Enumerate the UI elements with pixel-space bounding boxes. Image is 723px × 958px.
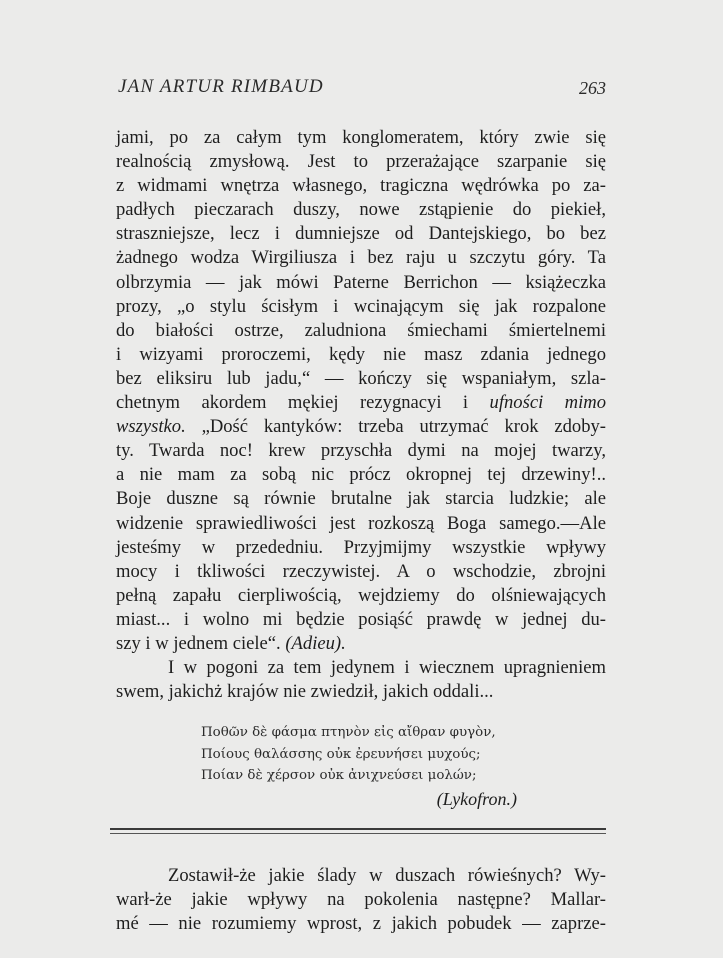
text-line: padłych pieczarach duszy, nowe zstąpienie do piekieł, [116,199,606,221]
section-divider [110,828,606,836]
divider-rule-top [110,828,606,830]
verse-line: Ποίους θαλάσσης οὐκ ἐρευνήσει μυχούς; [201,746,481,762]
text-line: z widmami wnętrza własnego, tragiczna wędrówka po za- [116,175,606,197]
running-title: JAN ARTUR RIMBAUD [118,76,324,97]
verse-line: Ποθῶν δὲ φάσμα πτηνὸν εἰς αἴθραν φυγὸν, [201,725,496,741]
paragraph-closing-line [116,632,606,656]
text-line: jesteśmy w przededniu. Przyjmijmy wszystkie wpływy [116,536,606,558]
text-line-with-italic [116,415,606,439]
running-header [116,74,606,104]
paragraph-last-line: swem, jakichż krajów nie zwiedził, jakich oddali... [116,681,494,703]
text-plain: chetnym akordem mękiej rezygnacyi i [116,392,469,414]
text-italic: ufności mimo [489,392,606,414]
divider-rule-bottom [110,833,606,835]
paragraph-first-line: Zostawił-że jakie ślady w duszach rówieśnych? Wy- [168,864,606,886]
text-line: miast... i wolno mi będzie posiąść prawdę w jednej du- [116,608,606,630]
text-line: Boje duszne są równie brutalne jak starcia ludzkie; ale [116,488,606,510]
text-line: a nie mam za sobą nic prócz okropnej tej drzewiny!.. [116,464,606,486]
greek-verse-quotation [201,722,517,810]
text-line: olbrzymia — jak mówi Paterne Berrichon — książeczka [116,271,606,293]
text-plain: szy i w jednem ciele“. [116,632,281,654]
text-plain: „Dość kantyków: trzeba utrzymać krok zdoby- [201,416,606,438]
text-line: żadnego wodza Wirgiliusza i bez raju u szczytu góry. Ta [116,247,606,269]
verse-attribution: (Lykofron.) [436,788,517,809]
text-line: mocy i tkliwości rzeczywistej. A o wschodzie, zbrojni [116,560,606,582]
body-section-2 [116,864,606,936]
text-line: straszniejsze, lecz i dumniejsze od Dantejskiego, bo bez [116,223,606,245]
page-number: 263 [579,78,606,98]
text-line: prozy, „o stylu ścisłym i wcinającym się jak rozpalone [116,295,606,317]
source-citation: (Adieu). [285,632,346,654]
text-line: pełną zapału cierpliwością, wejdziemy do olśniewających [116,584,606,606]
book-page [116,74,606,936]
text-line: bez eliksiru lub jadu,“ — kończy się wspaniałym, szla- [116,367,606,389]
text-line-with-italic [116,391,606,415]
text-line: realnością zmysłową. Jest to przerażające szarpanie się [116,151,606,173]
text-line: widzenie sprawiedliwości jest rozkoszą Boga samego.—Ale [116,512,606,534]
text-line: jami, po za całym tym konglomeratem, który zwie się [116,127,606,148]
text-line: ty. Twarda noc! krew przyschła dymi na mojej twarzy, [116,440,606,462]
text-line: do białości ostrze, zaludniona śmiechami śmiertelnemi [116,319,606,341]
text-line: i wizyami proroczemi, kędy nie masz zdania jednego [116,343,606,365]
paragraph-first-line: I w pogoni za tem jedynem i wiecznem upragnieniem [168,657,606,679]
body-section-1 [116,126,606,704]
text-line: mé — nie rozumiemy wprost, z jakich pobudek — zaprze- [116,912,606,934]
text-italic: wszystko. [116,416,186,438]
text-line: warł-że jakie wpływy na pokolenia następne? Mallar- [116,888,606,910]
verse-line: Ποίαν δὲ χέρσον οὐκ ἀνιχνεύσει μολών; [201,768,477,784]
